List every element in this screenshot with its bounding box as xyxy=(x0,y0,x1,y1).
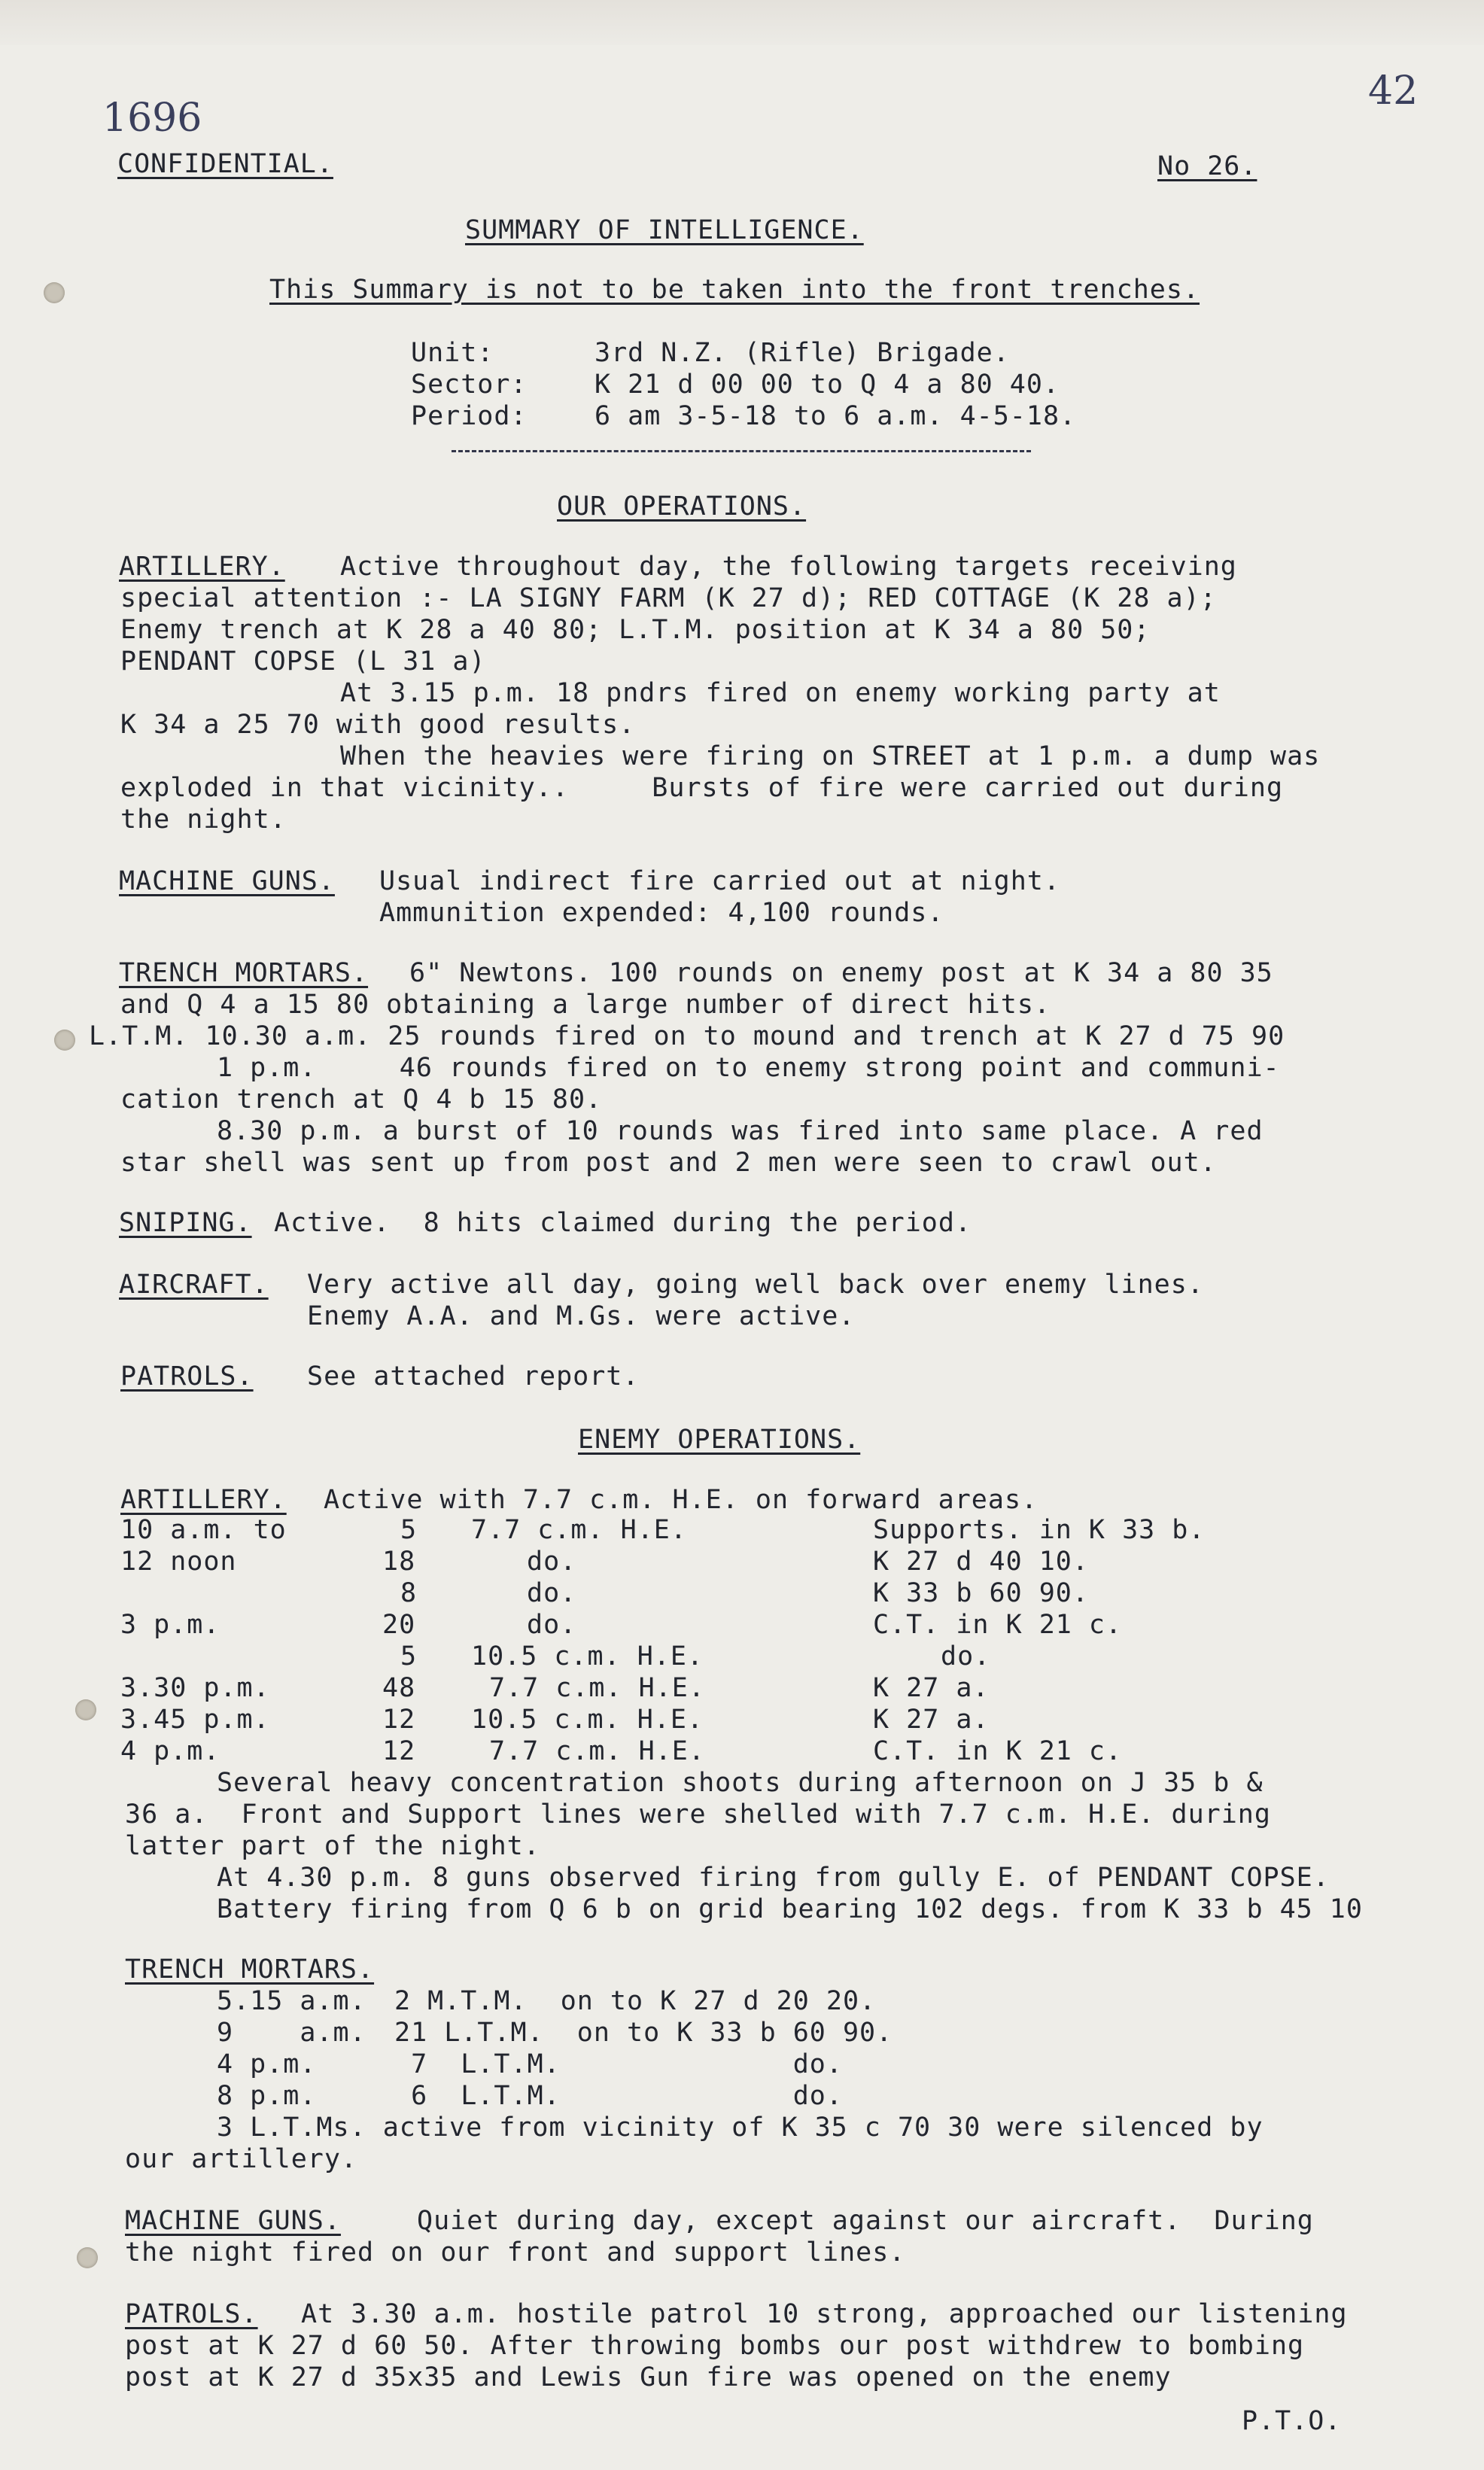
our-operations-heading: OUR OPERATIONS. xyxy=(557,491,807,522)
folio-number: 1696 xyxy=(102,96,202,141)
text-line: At 3.30 a.m. hostile patrol 10 strong, approached our listening xyxy=(301,2299,1348,2329)
text-line: and Q 4 a 15 80 obtaining a large number of direct hits. xyxy=(120,990,1051,1020)
rounds-cell: 5 xyxy=(400,1515,418,1545)
report-number: No 26. xyxy=(1157,151,1257,181)
entry-cell: 7 L.T.M. do. xyxy=(394,2049,843,2079)
period-value: 6 am 3-5-18 to 6 a.m. 4-5-18. xyxy=(595,401,1077,431)
time-cell: 3.30 p.m. xyxy=(120,1673,270,1703)
time-cell: 12 noon xyxy=(120,1547,237,1577)
paper-top-edge xyxy=(0,0,1484,45)
target-cell: K 27 a. xyxy=(873,1705,990,1735)
type-cell: 10.5 c.m. H.E. xyxy=(471,1641,704,1672)
type-cell: 10.5 c.m. H.E. xyxy=(471,1705,704,1735)
text-line: our artillery. xyxy=(125,2144,358,2174)
enemy-patrols-label: PATROLS. xyxy=(125,2299,258,2329)
classification: CONFIDENTIAL. xyxy=(117,149,333,179)
type-cell: do. xyxy=(527,1578,577,1608)
text-line: Active. 8 hits claimed during the period. xyxy=(274,1208,972,1238)
text-line: When the heavies were firing on STREET at 1 p.m. a dump was xyxy=(340,741,1321,771)
text-line: latter part of the night. xyxy=(125,1831,540,1861)
text-line: Ammunition expended: 4,100 rounds. xyxy=(379,898,944,928)
type-cell: do. xyxy=(527,1610,577,1640)
text-line: Active throughout day, the following targets receiving xyxy=(340,552,1237,582)
text-line: Enemy trench at K 28 a 40 80; L.T.M. position at K 34 a 80 50; xyxy=(120,615,1151,645)
text-line: PENDANT COPSE (L 31 a) xyxy=(120,646,486,677)
text-line: the night. xyxy=(120,805,287,835)
enemy-machine-guns-label: MACHINE GUNS. xyxy=(125,2206,341,2236)
time-cell: 3 p.m. xyxy=(120,1610,220,1640)
type-cell: do. xyxy=(527,1547,577,1577)
our-trench-mortars-label: TRENCH MORTARS. xyxy=(119,958,369,988)
rounds-cell: 12 xyxy=(382,1705,416,1735)
text-line: L.T.M. 10.30 a.m. 25 rounds fired on to mound and trench at K 27 d 75 90 xyxy=(89,1021,1285,1051)
time-cell: 4 p.m. xyxy=(120,1736,220,1766)
punch-hole xyxy=(77,2247,98,2268)
text-line: star shell was sent up from post and 2 men were seen to crawl out. xyxy=(120,1148,1217,1178)
rounds-cell: 12 xyxy=(382,1736,416,1766)
period-label: Period: xyxy=(411,401,528,431)
type-cell: 7.7 c.m. H.E. xyxy=(489,1673,705,1703)
entry-cell: 21 L.T.M. on to K 33 b 60 90. xyxy=(394,2018,893,2048)
text-line: At 4.30 p.m. 8 guns observed firing from gully E. of PENDANT COPSE. xyxy=(217,1863,1330,1893)
text-line: 36 a. Front and Support lines were shelled with 7.7 c.m. H.E. during xyxy=(125,1799,1271,1830)
text-line: post at K 27 d 35x35 and Lewis Gun fire was opened on the enemy xyxy=(125,2362,1172,2392)
punch-hole xyxy=(54,1030,75,1051)
text-line: 6" Newtons. 100 rounds on enemy post at K 34 a 80 35 xyxy=(409,958,1273,988)
target-cell: Supports. in K 33 b. xyxy=(873,1515,1206,1545)
divider xyxy=(452,450,1031,452)
time-cell: 10 a.m. to xyxy=(120,1515,287,1545)
unit-value: 3rd N.Z. (Rifle) Brigade. xyxy=(595,338,1010,368)
text-line: Several heavy concentration shoots during afternoon on J 35 b & xyxy=(217,1768,1264,1798)
rounds-cell: 18 xyxy=(382,1547,416,1577)
target-cell: K 27 d 40 10. xyxy=(873,1547,1089,1577)
document-title: SUMMARY OF INTELLIGENCE. xyxy=(465,215,864,245)
text-line: Very active all day, going well back over enemy lines. xyxy=(307,1270,1204,1300)
text-line: cation trench at Q 4 b 15 80. xyxy=(120,1084,603,1115)
text-line: K 34 a 25 70 with good results. xyxy=(120,710,636,740)
text-line: Usual indirect fire carried out at night. xyxy=(379,866,1060,896)
rounds-cell: 20 xyxy=(382,1610,416,1640)
text-line: the night fired on our front and support lines. xyxy=(125,2237,906,2268)
unit-label: Unit: xyxy=(411,338,494,368)
text-line: Battery firing from Q 6 b on grid bearing 102 degs. from K 33 b 45 10 xyxy=(217,1894,1363,1924)
target-cell: do. xyxy=(941,1641,991,1672)
text-line: post at K 27 d 60 50. After throwing bombs our post withdrew to bombing xyxy=(125,2331,1305,2361)
sector-value: K 21 d 00 00 to Q 4 a 80 40. xyxy=(595,370,1060,400)
page-number: 42 xyxy=(1368,68,1419,114)
target-cell: C.T. in K 21 c. xyxy=(873,1736,1123,1766)
our-sniping-label: SNIPING. xyxy=(119,1208,252,1238)
time-cell: 5.15 a.m. xyxy=(217,1986,366,2016)
our-patrols-label: PATROLS. xyxy=(120,1361,254,1392)
rounds-cell: 5 xyxy=(400,1641,418,1672)
text-line: Active with 7.7 c.m. H.E. on forward areas. xyxy=(324,1485,1038,1515)
target-cell: K 33 b 60 90. xyxy=(873,1578,1089,1608)
time-cell: 3.45 p.m. xyxy=(120,1705,270,1735)
text-line: See attached report. xyxy=(307,1361,640,1392)
target-cell: K 27 a. xyxy=(873,1673,990,1703)
text-line: exploded in that vicinity.. Bursts of fire were carried out during xyxy=(120,773,1284,803)
our-aircraft-label: AIRCRAFT. xyxy=(119,1270,269,1300)
sector-label: Sector: xyxy=(411,370,528,400)
text-line: 1 p.m. 46 rounds fired on to enemy strong point and communi- xyxy=(217,1053,1280,1083)
text-line: Quiet during day, except against our aircraft. During xyxy=(417,2206,1314,2236)
our-machine-guns-label: MACHINE GUNS. xyxy=(119,866,335,896)
text-line: special attention :- LA SIGNY FARM (K 27 d); RED COTTAGE (K 28 a); xyxy=(120,583,1217,613)
rounds-cell: 48 xyxy=(382,1673,416,1703)
text-line: Enemy A.A. and M.Gs. were active. xyxy=(307,1301,856,1331)
type-cell: 7.7 c.m. H.E. xyxy=(471,1515,687,1545)
punch-hole xyxy=(44,282,65,303)
our-artillery-label: ARTILLERY. xyxy=(119,552,285,582)
text-line: At 3.15 p.m. 18 pndrs fired on enemy working party at xyxy=(340,678,1221,708)
punch-hole xyxy=(75,1699,96,1720)
text-line: 8.30 p.m. a burst of 10 rounds was fired into same place. A red xyxy=(217,1116,1264,1146)
entry-cell: 2 M.T.M. on to K 27 d 20 20. xyxy=(394,1986,877,2016)
time-cell: 8 p.m. xyxy=(217,2081,317,2111)
notice: This Summary is not to be taken into the front trenches. xyxy=(269,275,1200,305)
entry-cell: 6 L.T.M. do. xyxy=(394,2081,843,2111)
pto-note: P.T.O. xyxy=(1242,2406,1342,2436)
rounds-cell: 8 xyxy=(400,1578,418,1608)
enemy-operations-heading: ENEMY OPERATIONS. xyxy=(578,1425,861,1455)
time-cell: 9 a.m. xyxy=(217,2018,366,2048)
time-cell: 4 p.m. xyxy=(217,2049,317,2079)
enemy-trench-mortars-label: TRENCH MORTARS. xyxy=(125,1954,375,1985)
target-cell: C.T. in K 21 c. xyxy=(873,1610,1123,1640)
enemy-artillery-label: ARTILLERY. xyxy=(120,1485,287,1515)
text-line: 3 L.T.Ms. active from vicinity of K 35 c 70 30 were silenced by xyxy=(217,2113,1264,2143)
type-cell: 7.7 c.m. H.E. xyxy=(489,1736,705,1766)
